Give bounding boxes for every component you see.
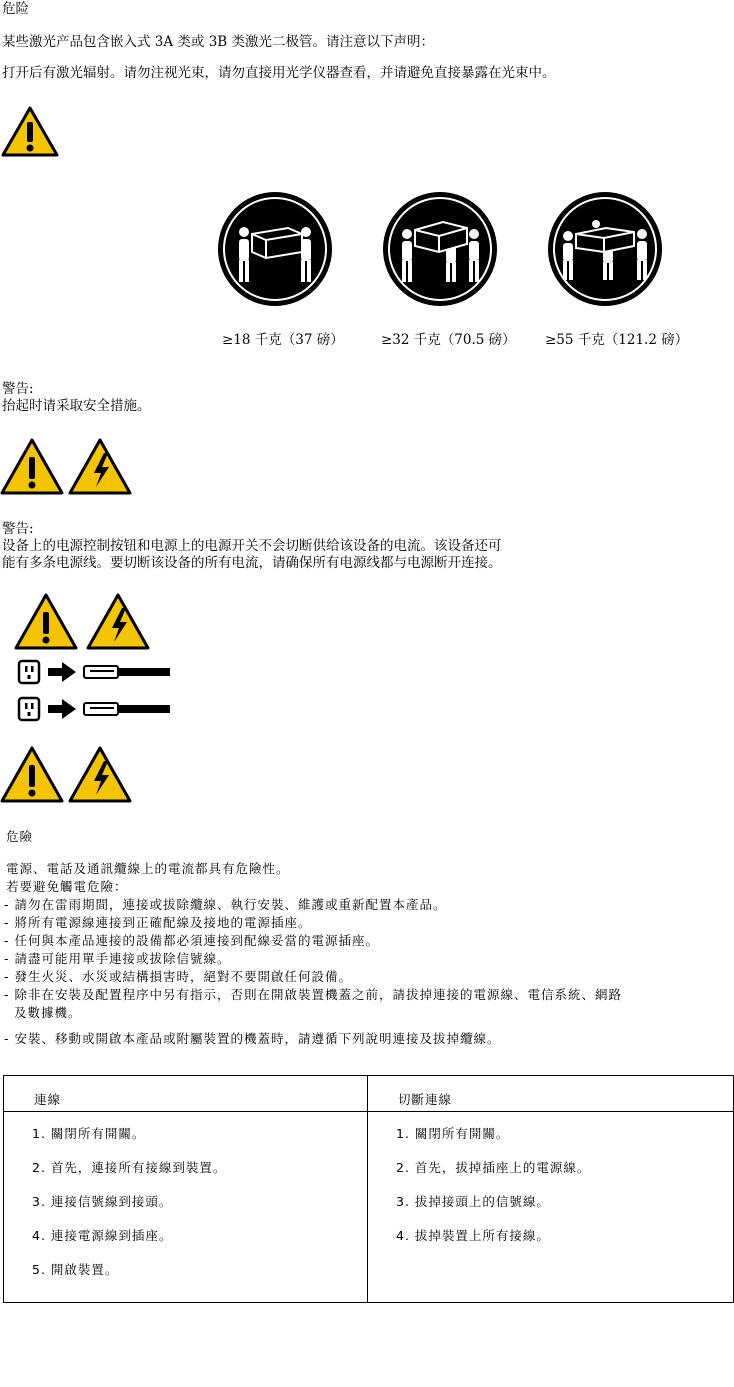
danger-tw-bullet: - 任何與本產品連接的設備都必須連接到配線妥當的電源插座。 [4, 933, 379, 948]
arrow-right-icon [48, 699, 76, 719]
disconnect-step: 3. 拔掉接頭上的信號線。 [396, 1194, 550, 1209]
lift-caption-55kg: ≥55 千克（121.2 磅） [545, 332, 689, 348]
danger-tw-line: 電源、電話及通訊纜線上的電流都具有危險性。 [6, 861, 290, 876]
lift-three-person-icon [381, 190, 499, 308]
arrow-right-icon [48, 662, 76, 682]
connect-header: 連線 [4, 1076, 368, 1112]
power-warning-label: 警告: [2, 521, 34, 537]
danger-tw-bullet-cont: 及數據機。 [4, 1005, 82, 1020]
lift-caption-18kg: ≥18 千克（37 磅） [222, 332, 344, 348]
danger-tw-bullet: - 請盡可能用單手連接或拔除信號線。 [4, 951, 231, 966]
connect-step: 2. 首先，連接所有接線到裝置。 [32, 1160, 227, 1175]
danger-tw-bullet: - 請勿在雷雨期間，連接或拔除纜線、執行安裝、維護或重新配置本產品。 [4, 897, 447, 912]
lift-caption-32kg: ≥32 千克（70.5 磅） [381, 332, 516, 348]
danger-tw-bullet: - 將所有電源線連接到正確配線及接地的電源插座。 [4, 915, 312, 930]
lift-warning-label: 警告: [2, 381, 34, 397]
connect-steps [4, 1112, 368, 1303]
warning-triangle-icon [2, 440, 62, 493]
cable-connect-table [3, 1075, 734, 1303]
warning-triangle-icon [0, 105, 60, 157]
power-outlet-icon [19, 698, 39, 720]
disconnect-step: 2. 首先，拔掉插座上的電源線。 [396, 1160, 591, 1175]
power-plug-icon [84, 666, 170, 678]
laser-statement: 打开后有激光辐射。请勿注视光束，请勿直接用光学仪器查看，并请避免直接暴露在光束中。 [2, 65, 556, 81]
warning-triangle-icon [16, 595, 76, 648]
connect-step: 4. 連接電源線到插座。 [32, 1228, 173, 1243]
connect-step: 5. 開啟裝置。 [32, 1262, 119, 1277]
disconnect-header: 切斷連線 [368, 1076, 734, 1112]
danger-tw-bullet: - 發生火災、水災或結構損害時，絕對不要開啟任何設備。 [4, 969, 352, 984]
lift-warning-text: 抬起时请采取安全措施。 [2, 398, 151, 414]
power-plug-icon [84, 703, 170, 715]
connect-step: 1. 關閉所有開關。 [32, 1126, 146, 1141]
warning-triangle-icon [2, 748, 62, 801]
electrical-hazard-icon [70, 440, 130, 493]
danger-tw-bullet: - 安裝、移動或開啟本產品或附屬裝置的機蓋時，請遵循下列說明連接及拔掉纜線。 [4, 1031, 501, 1046]
laser-statement-intro: 某些激光产品包含嵌入式 3A 类或 3B 类激光二极管。请注意以下声明： [2, 34, 435, 50]
danger-tw-bullet: - 除非在安裝及配置程序中另有指示，否則在開啟裝置機蓋之前，請拔掉連接的電源線、電信系統、網路 [4, 987, 622, 1002]
power-outlet-icon [19, 661, 39, 683]
lift-four-person-icon [546, 190, 664, 308]
disconnect-steps [368, 1112, 734, 1303]
lift-two-person-icon [216, 190, 334, 308]
danger-tw-title: 危險 [6, 829, 34, 844]
disconnect-step: 1. 關閉所有開關。 [396, 1126, 510, 1141]
warning-icons-row [0, 437, 132, 497]
danger-title: 危险 [2, 1, 29, 17]
warning-icons-row [0, 745, 132, 805]
disconnect-step: 4. 拔掉裝置上所有接線。 [396, 1228, 550, 1243]
connect-step: 3. 連接信號線到接頭。 [32, 1194, 173, 1209]
danger-tw-line: 若要避免觸電危險： [6, 879, 128, 894]
power-warning-line2: 能有多条电源线。要切断该设备的所有电流，请确保所有电源线都与电源断开连接。 [2, 555, 502, 571]
power-warning-line1: 设备上的电源控制按钮和电源上的电源开关不会切断供给该设备的电流。该设备还可 [2, 538, 502, 554]
electrical-hazard-icon [88, 595, 148, 648]
power-disconnect-diagram [14, 592, 174, 724]
electrical-hazard-icon [70, 748, 130, 801]
